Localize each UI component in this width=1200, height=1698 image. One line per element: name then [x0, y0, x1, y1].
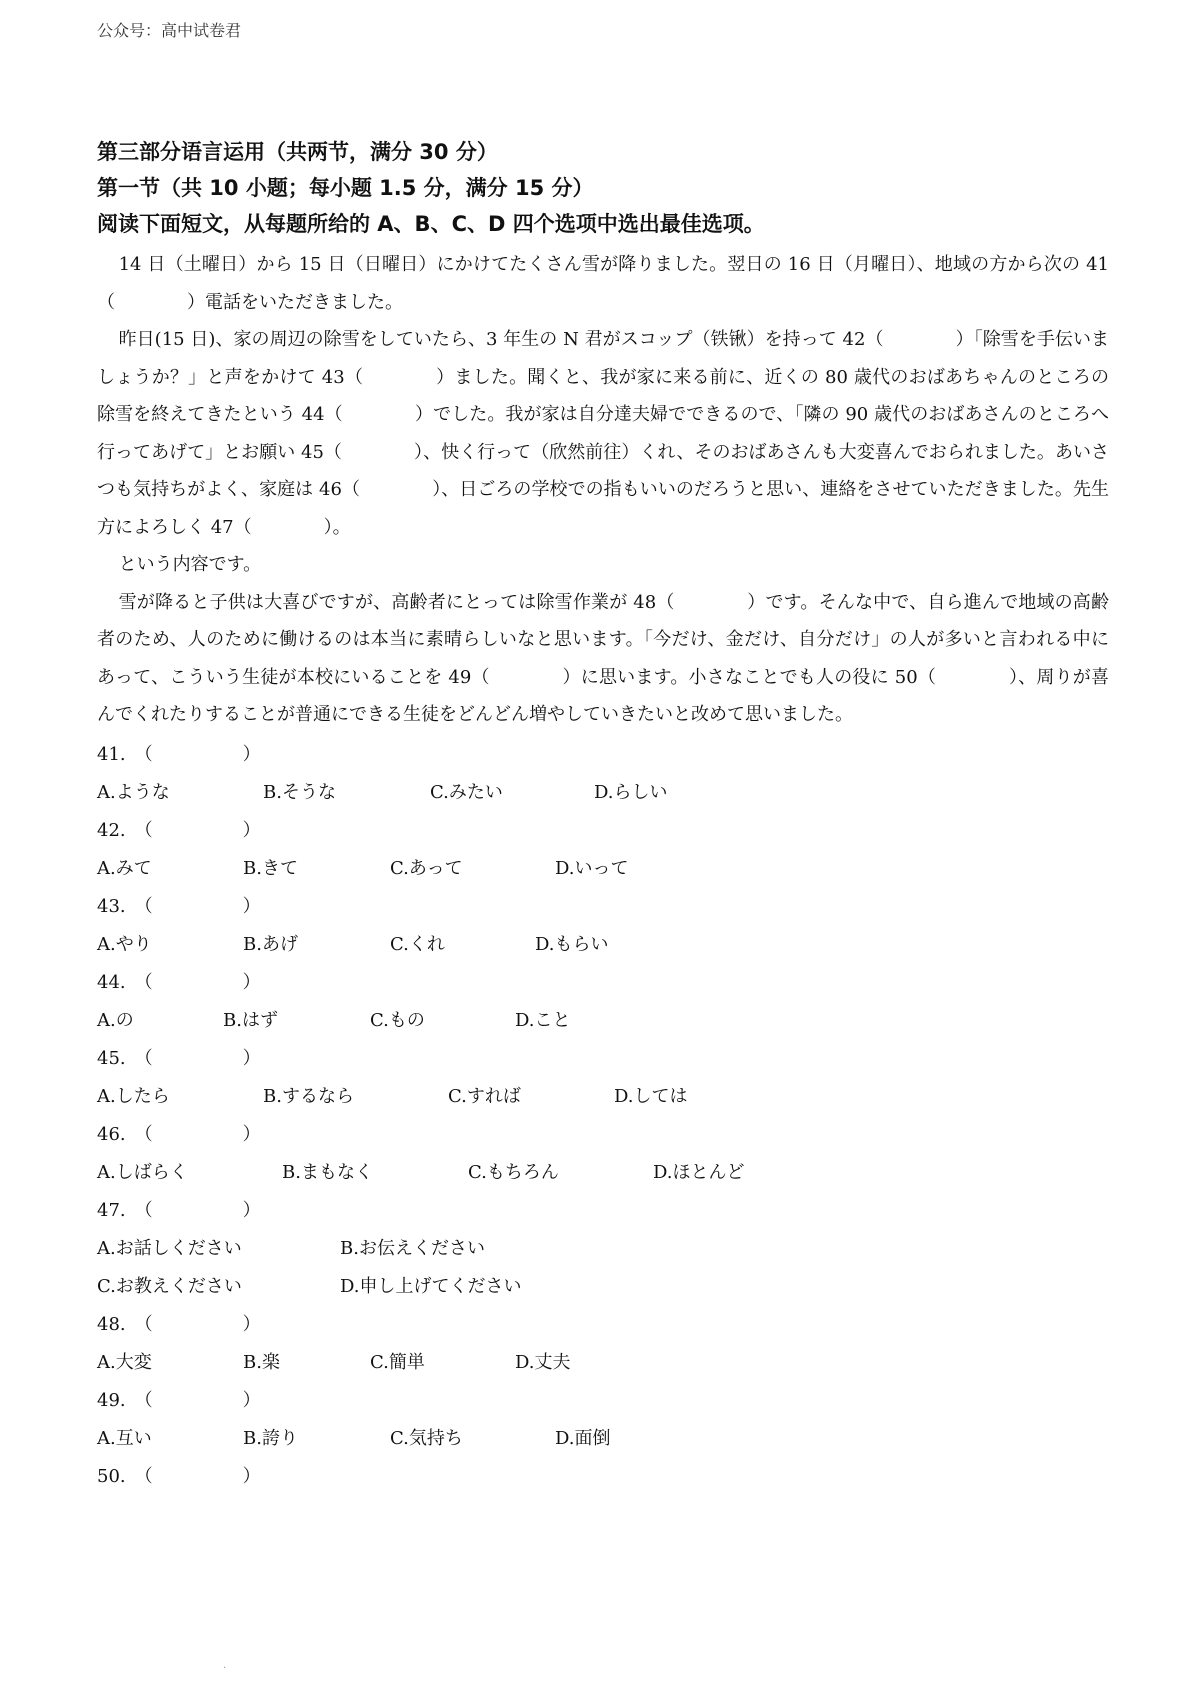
- reading-passage: [97, 246, 1109, 734]
- option-c[interactable]: C.簡単: [370, 1351, 425, 1373]
- option-row: [97, 1268, 1109, 1306]
- option-d[interactable]: D.ほとんど: [653, 1161, 745, 1183]
- option-a[interactable]: A.やり: [97, 933, 152, 955]
- option-row: [97, 1002, 1109, 1040]
- question-number: 43. （ ）: [97, 895, 261, 917]
- question-number: 48. （ ）: [97, 1313, 261, 1335]
- option-b[interactable]: B.あげ: [243, 933, 298, 955]
- option-c[interactable]: C.もちろん: [468, 1161, 559, 1183]
- instruction-heading: 阅读下面短文，从每题所给的 A、B、C、D 四个选项中选出最佳选项。: [97, 212, 765, 236]
- option-a[interactable]: A.互い: [97, 1427, 152, 1449]
- passage-paragraph: 昨日(15 日)、家の周辺の除雪をしていたら、3 年生の N 君がスコップ（铁锹）を持って 42（ ）「除雪を手伝いましょうか？」と声をかけて 43（ ）ました。聞くと、我が家に来る前に、近くの 80 歳代のおばあちゃんのところの除雪を終えてきたという 44（ ）でした。我が家は自分達夫婦でできるので、「隣の 90 歳代のおばあさんのところへ行ってあげて」とお願い 45（ ）、快く行って（欣然前往）くれ、そのおばあさんも大変喜んでおられました。あいさつも気持ちがよく、家庭は 46（ ）、日ごろの学校での指もいいのだろうと思い、連絡をさせていただきました。先生方によろしく 47（ ）。: [97, 329, 1109, 538]
- option-row: [97, 1230, 1109, 1268]
- option-row: [97, 1420, 1109, 1458]
- option-b[interactable]: B.するなら: [263, 1085, 354, 1107]
- option-b[interactable]: B.きて: [243, 857, 298, 879]
- exam-content: [97, 134, 1109, 1496]
- option-c[interactable]: C.すれば: [448, 1085, 521, 1107]
- option-a[interactable]: A.しばらく: [97, 1161, 188, 1183]
- option-row: [97, 1154, 1109, 1192]
- option-row: [97, 926, 1109, 964]
- option-c[interactable]: C.あって: [390, 857, 463, 879]
- question-list: [97, 736, 1109, 1496]
- question-number: 50. （ ）: [97, 1465, 261, 1487]
- passage-paragraph: 雪が降ると子供は大喜びですが、高齢者にとっては除雪作業が 48（ ）です。そんな中で、自ら進んで地域の高齢者のため、人のために働けるのは本当に素晴らしいなと思います。「今だけ、金だけ、自分だけ」の人が多いと言われる中にあって、こういう生徒が本校にいることを 49（ ）に思います。小さなことでも人の役に 50（ ）、周りが喜んでくれたりすることが普通にできる生徒をどんどん増やしていきたいと改めて思いました。: [97, 591, 1109, 725]
- option-d[interactable]: D.いって: [555, 857, 629, 879]
- header-note: 公众号：高中试卷君: [97, 21, 242, 40]
- option-row: [97, 1078, 1109, 1116]
- option-d[interactable]: D.らしい: [594, 781, 668, 803]
- option-b[interactable]: B.楽: [243, 1351, 280, 1373]
- option-d[interactable]: D.丈夫: [515, 1351, 571, 1373]
- option-row: [97, 1344, 1109, 1382]
- question-number: 45. （ ）: [97, 1047, 261, 1069]
- option-b[interactable]: B.はず: [223, 1009, 278, 1031]
- option-c[interactable]: C.お教えください: [97, 1275, 242, 1297]
- question-number: 47. （ ）: [97, 1199, 261, 1221]
- option-b[interactable]: B.まもなく: [282, 1161, 373, 1183]
- option-a[interactable]: A.お話しください: [97, 1237, 242, 1259]
- option-row: [97, 850, 1109, 888]
- option-c[interactable]: C.くれ: [390, 933, 445, 955]
- section-heading: 第一节（共 10 小题；每小题 1.5 分，满分 15 分）: [97, 176, 594, 200]
- passage-paragraph: という内容です。: [118, 554, 262, 575]
- option-b[interactable]: B.誇り: [243, 1427, 298, 1449]
- option-d[interactable]: D.申し上げてください: [340, 1275, 522, 1297]
- question-number: 49. （ ）: [97, 1389, 261, 1411]
- passage-paragraph: 14 日（土曜日）から 15 日（日曜日）にかけてたくさん雪が降りました。翌日の 16 日（月曜日）、地域の方から次の 41（ ）電話をいただきました。: [97, 254, 1109, 313]
- option-d[interactable]: D.こと: [515, 1009, 571, 1031]
- question-number: 42. （ ）: [97, 819, 261, 841]
- option-a[interactable]: A.ような: [97, 781, 170, 803]
- question-number: 44. （ ）: [97, 971, 261, 993]
- question-number: 46. （ ）: [97, 1123, 261, 1145]
- footer-mark: .: [223, 1660, 227, 1671]
- option-a[interactable]: A.みて: [97, 857, 152, 879]
- part-heading: 第三部分语言运用（共两节，满分 30 分）: [97, 140, 498, 164]
- option-d[interactable]: D.しては: [614, 1085, 688, 1107]
- option-b[interactable]: B.そうな: [263, 781, 336, 803]
- option-row: [97, 774, 1109, 812]
- option-d[interactable]: D.もらい: [535, 933, 609, 955]
- option-a[interactable]: A.したら: [97, 1085, 170, 1107]
- question-number: 41. （ ）: [97, 743, 261, 765]
- option-a[interactable]: A.の: [97, 1009, 134, 1031]
- option-d[interactable]: D.面倒: [555, 1427, 611, 1449]
- option-a[interactable]: A.大変: [97, 1351, 152, 1373]
- option-c[interactable]: C.気持ち: [390, 1427, 463, 1449]
- option-c[interactable]: C.みたい: [430, 781, 503, 803]
- option-b[interactable]: B.お伝えください: [340, 1237, 485, 1259]
- option-c[interactable]: C.もの: [370, 1009, 425, 1031]
